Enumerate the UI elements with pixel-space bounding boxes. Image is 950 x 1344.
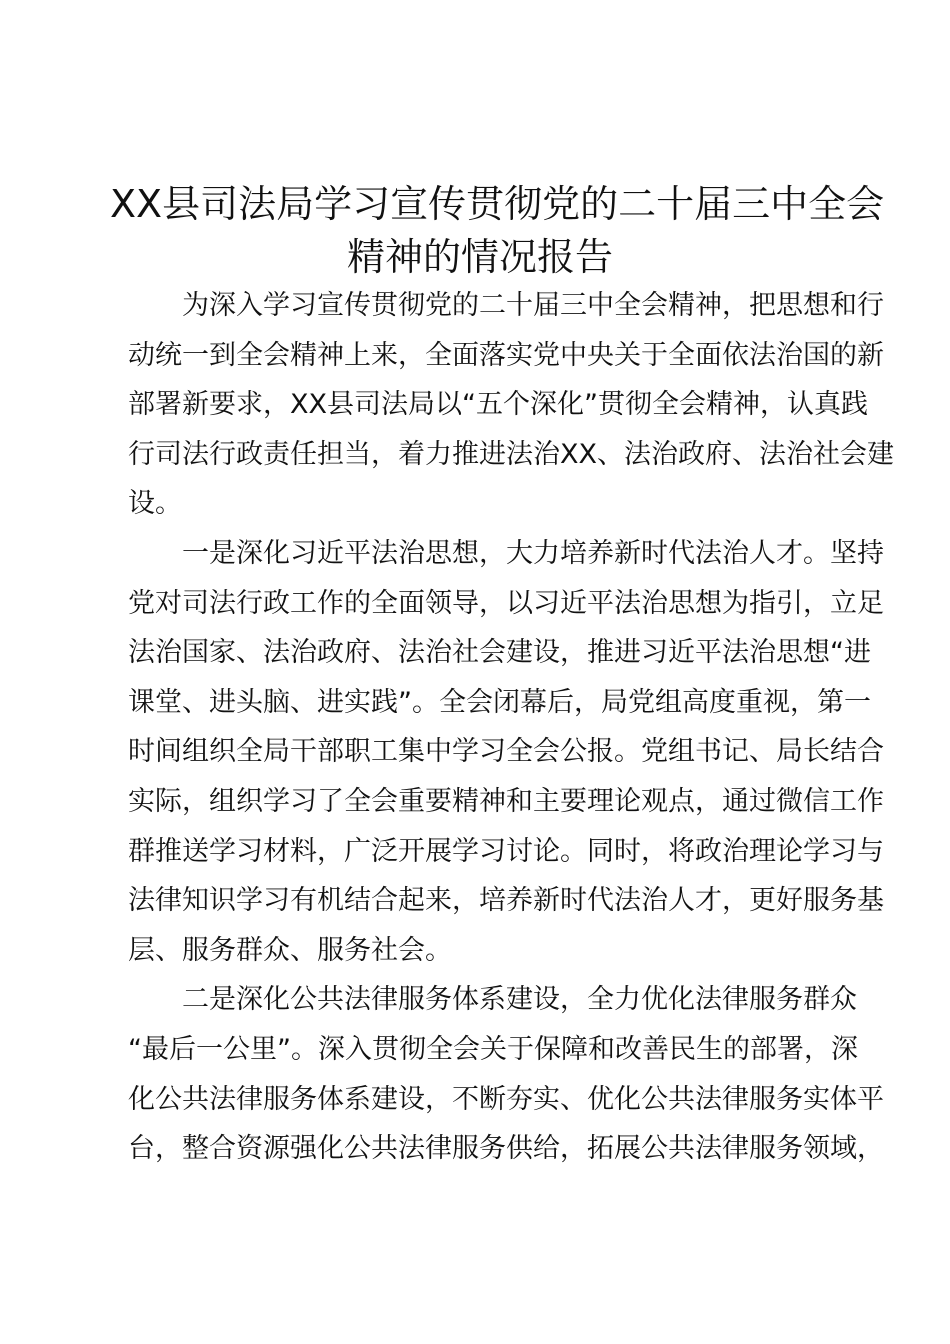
body-line: 动统一到全会精神上来，全面落实党中央关于全面依法治国的新: [128, 339, 884, 371]
document-body: [128, 281, 894, 1174]
title-line-1: XX县司法局学习宣传贯彻党的二十届三中全会: [110, 182, 885, 226]
body-line: 设。: [128, 488, 182, 520]
body-line: 一是深化习近平法治思想，大力培养新时代法治人才。坚持: [128, 537, 884, 569]
body-line: 为深入学习宣传贯彻党的二十届三中全会精神，把思想和行: [128, 290, 884, 321]
body-line: 课堂、进头脑、进实践”。全会闭幕后，局党组高度重视，第一: [128, 686, 871, 718]
body-line: “最后一公里”。深入贯彻全会关于保障和改善民生的部署，深: [128, 1033, 858, 1065]
body-line: 法律知识学习有机结合起来，培养新时代法治人才，更好服务基: [128, 885, 884, 917]
body-line: 化公共法律服务体系建设，不断夯实、优化公共法律服务实体平: [128, 1083, 884, 1115]
body-line: 法治国家、法治政府、法治社会建设，推进习近平法治思想“进: [128, 637, 871, 669]
document-title: [110, 178, 885, 284]
body-line: 行司法行政责任担当，着力推进法治XX、法治政府、法治社会建: [128, 438, 894, 470]
body-line: 部署新要求，XX县司法局以“五个深化”贯彻全会精神，认真践: [128, 389, 868, 421]
body-line: 台，整合资源强化公共法律服务供给，拓展公共法律服务领域，: [128, 1133, 884, 1165]
body-line: 实际，组织学习了全会重要精神和主要理论观点，通过微信工作: [128, 785, 884, 817]
title-line-2: 精神的情况报告: [346, 235, 613, 279]
body-line: 二是深化公共法律服务体系建设，全力优化法律服务群众: [128, 984, 857, 1016]
body-line: 群推送学习材料，广泛开展学习讨论。同时，将政治理论学习与: [128, 835, 884, 867]
body-line: 层、服务群众、服务社会。: [128, 934, 452, 966]
body-line: 时间组织全局干部职工集中学习全会公报。党组书记、局长结合: [128, 736, 884, 768]
body-line: 党对司法行政工作的全面领导，以习近平法治思想为指引，立足: [128, 587, 884, 619]
